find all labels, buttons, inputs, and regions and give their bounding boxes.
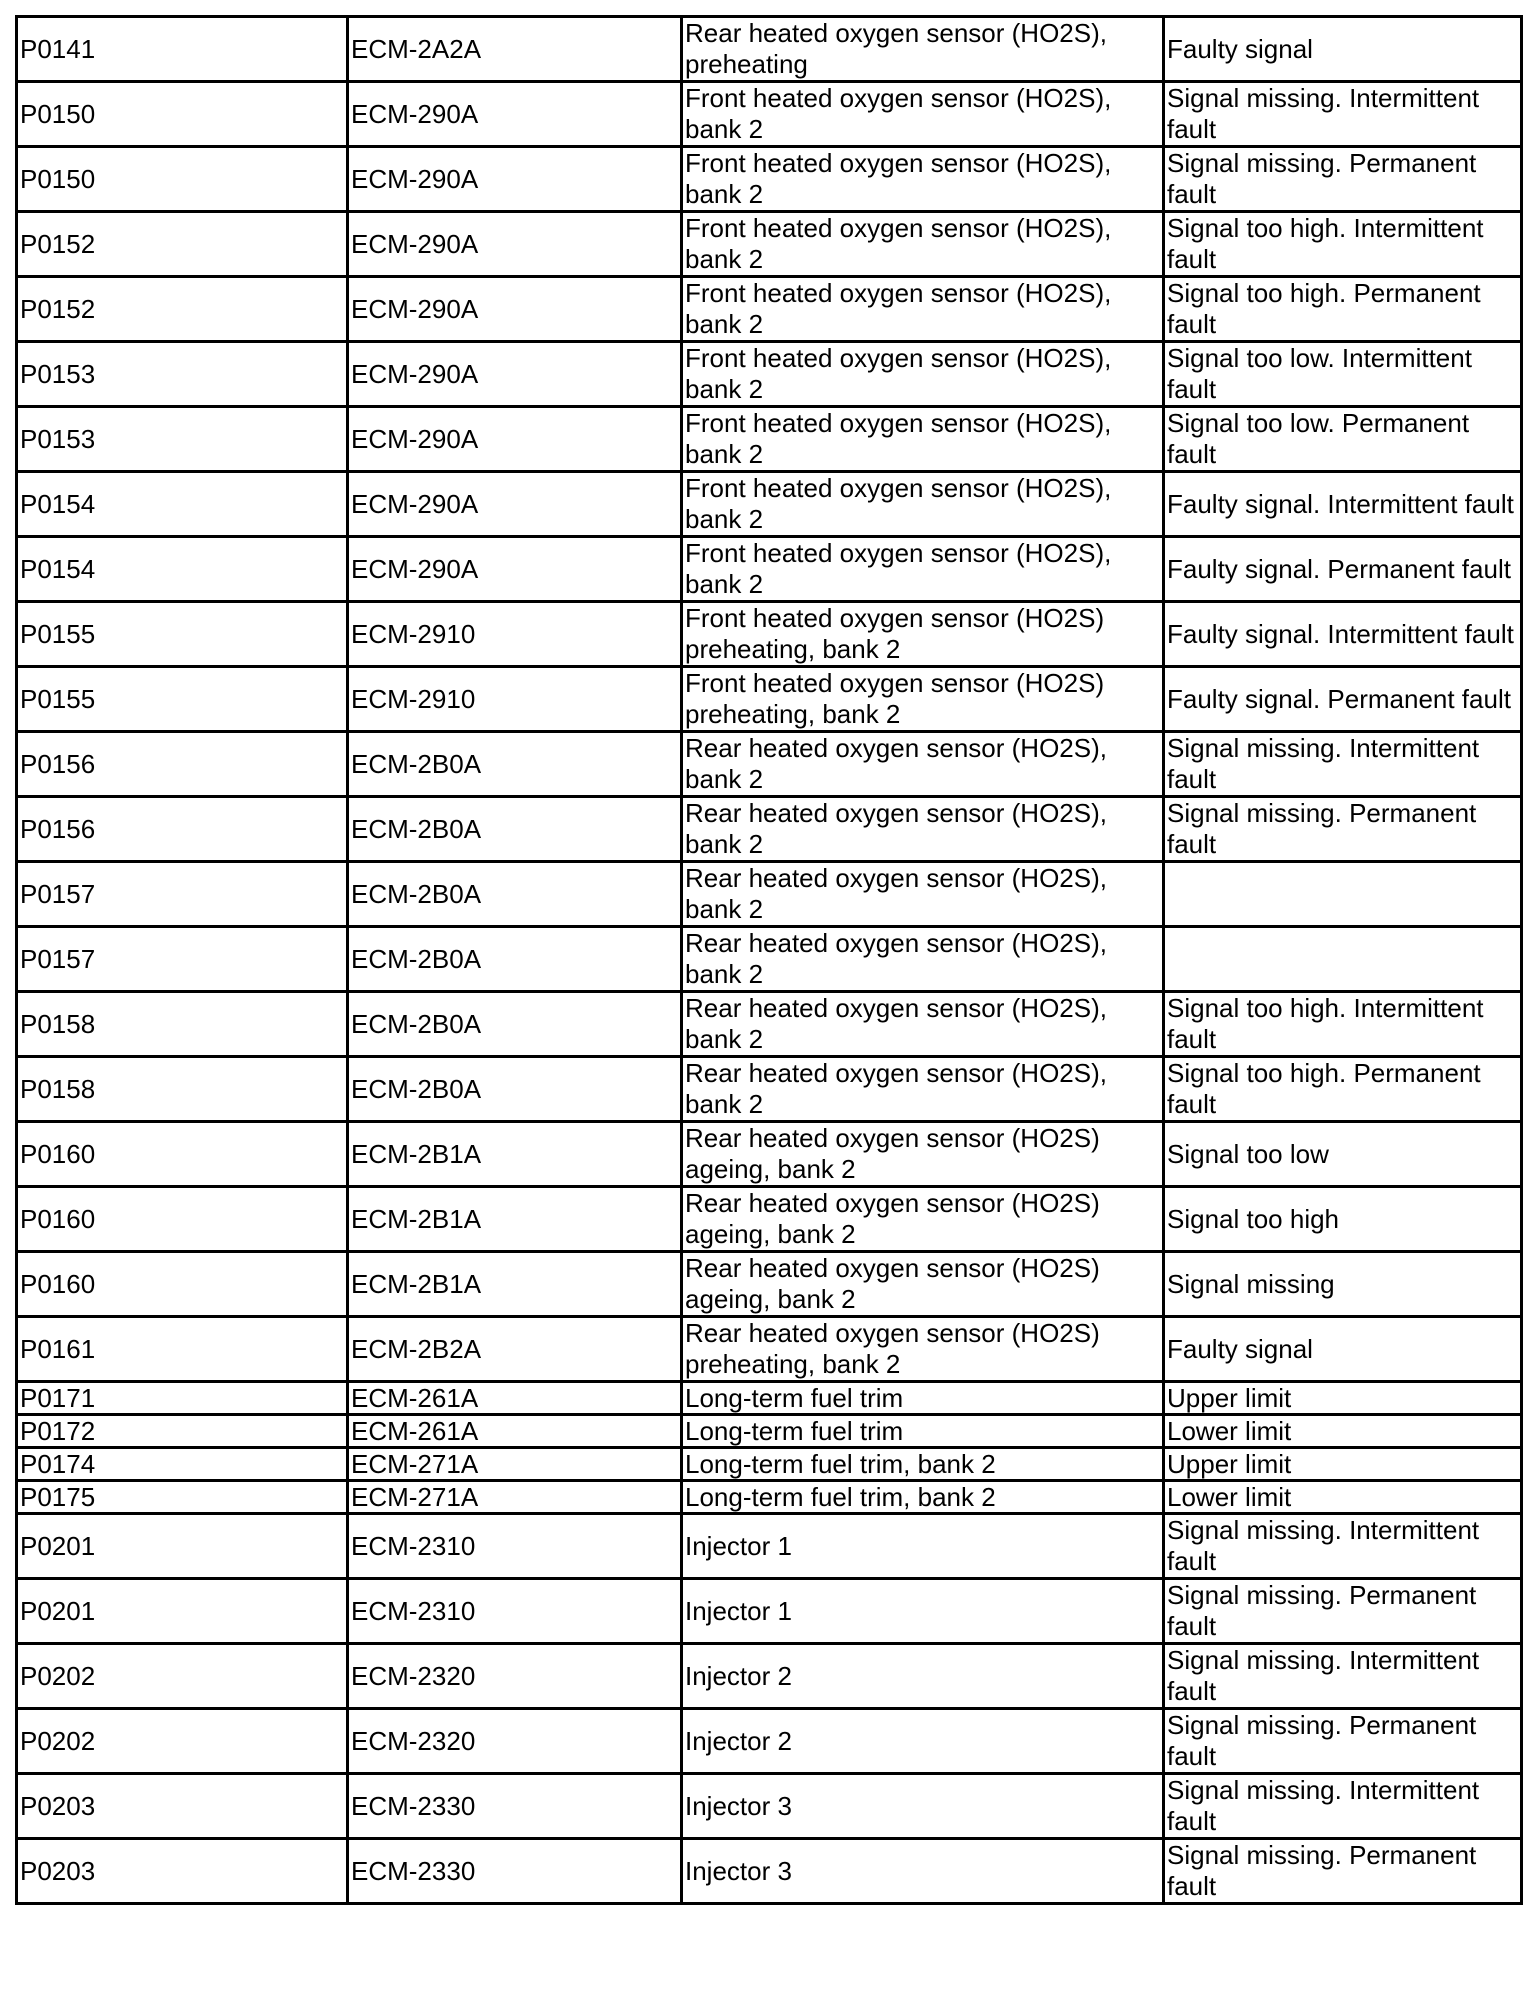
table-row bbox=[17, 927, 1522, 992]
ecm-code-cell: ECM-2B0A bbox=[348, 862, 682, 927]
component-cell: Rear heated oxygen sensor (HO2S) ageing, bank 2 bbox=[682, 1187, 1164, 1252]
ecm-code-cell: ECM-2330 bbox=[348, 1774, 682, 1839]
fault-description-cell: Faulty signal bbox=[1164, 17, 1522, 82]
fault-description-cell: Signal missing. Intermittent fault bbox=[1164, 82, 1522, 147]
dtc-table bbox=[15, 15, 1523, 1905]
fault-description-cell: Signal missing. Permanent fault bbox=[1164, 797, 1522, 862]
component-cell: Front heated oxygen sensor (HO2S) preheating, bank 2 bbox=[682, 667, 1164, 732]
fault-description-cell: Faulty signal. Intermittent fault bbox=[1164, 472, 1522, 537]
fault-description-cell: Upper limit bbox=[1164, 1382, 1522, 1415]
component-cell: Injector 3 bbox=[682, 1774, 1164, 1839]
component-cell: Front heated oxygen sensor (HO2S) preheating, bank 2 bbox=[682, 602, 1164, 667]
dtc-table-body bbox=[17, 17, 1522, 1904]
component-cell: Rear heated oxygen sensor (HO2S) preheating, bank 2 bbox=[682, 1317, 1164, 1382]
component-cell: Rear heated oxygen sensor (HO2S), bank 2 bbox=[682, 732, 1164, 797]
table-row bbox=[17, 1709, 1522, 1774]
ecm-code-cell: ECM-2B0A bbox=[348, 927, 682, 992]
component-cell: Front heated oxygen sensor (HO2S), bank 2 bbox=[682, 407, 1164, 472]
component-cell: Rear heated oxygen sensor (HO2S), bank 2 bbox=[682, 927, 1164, 992]
component-cell: Front heated oxygen sensor (HO2S), bank 2 bbox=[682, 147, 1164, 212]
ecm-code-cell: ECM-2B1A bbox=[348, 1252, 682, 1317]
fault-description-cell: Signal too low. Intermittent fault bbox=[1164, 342, 1522, 407]
table-row bbox=[17, 797, 1522, 862]
dtc-code-cell: P0141 bbox=[17, 17, 348, 82]
fault-description-cell bbox=[1164, 862, 1522, 927]
table-row bbox=[17, 1514, 1522, 1579]
component-cell: Rear heated oxygen sensor (HO2S), bank 2 bbox=[682, 862, 1164, 927]
component-cell: Long-term fuel trim bbox=[682, 1415, 1164, 1448]
dtc-code-cell: P0174 bbox=[17, 1448, 348, 1481]
table-row bbox=[17, 82, 1522, 147]
fault-description-cell: Lower limit bbox=[1164, 1481, 1522, 1514]
table-row bbox=[17, 212, 1522, 277]
component-cell: Injector 2 bbox=[682, 1644, 1164, 1709]
fault-description-cell: Signal missing. Permanent fault bbox=[1164, 1839, 1522, 1904]
ecm-code-cell: ECM-290A bbox=[348, 342, 682, 407]
table-row bbox=[17, 1382, 1522, 1415]
fault-description-cell: Signal missing. Intermittent fault bbox=[1164, 732, 1522, 797]
component-cell: Front heated oxygen sensor (HO2S), bank 2 bbox=[682, 212, 1164, 277]
ecm-code-cell: ECM-2310 bbox=[348, 1514, 682, 1579]
dtc-code-cell: P0203 bbox=[17, 1774, 348, 1839]
component-cell: Front heated oxygen sensor (HO2S), bank 2 bbox=[682, 472, 1164, 537]
dtc-code-cell: P0154 bbox=[17, 537, 348, 602]
fault-description-cell: Signal too low. Permanent fault bbox=[1164, 407, 1522, 472]
table-row bbox=[17, 992, 1522, 1057]
fault-description-cell: Faulty signal bbox=[1164, 1317, 1522, 1382]
dtc-code-cell: P0153 bbox=[17, 407, 348, 472]
component-cell: Injector 1 bbox=[682, 1514, 1164, 1579]
dtc-code-cell: P0172 bbox=[17, 1415, 348, 1448]
ecm-code-cell: ECM-2B1A bbox=[348, 1122, 682, 1187]
dtc-code-cell: P0202 bbox=[17, 1709, 348, 1774]
table-row bbox=[17, 1774, 1522, 1839]
ecm-code-cell: ECM-2B0A bbox=[348, 732, 682, 797]
ecm-code-cell: ECM-290A bbox=[348, 472, 682, 537]
dtc-code-cell: P0154 bbox=[17, 472, 348, 537]
dtc-code-cell: P0157 bbox=[17, 862, 348, 927]
component-cell: Front heated oxygen sensor (HO2S), bank 2 bbox=[682, 537, 1164, 602]
dtc-code-cell: P0150 bbox=[17, 147, 348, 212]
dtc-code-cell: P0175 bbox=[17, 1481, 348, 1514]
table-row bbox=[17, 667, 1522, 732]
fault-description-cell: Signal missing. Permanent fault bbox=[1164, 1579, 1522, 1644]
fault-description-cell: Signal missing. Permanent fault bbox=[1164, 147, 1522, 212]
table-row bbox=[17, 1187, 1522, 1252]
dtc-code-cell: P0155 bbox=[17, 602, 348, 667]
ecm-code-cell: ECM-2910 bbox=[348, 602, 682, 667]
fault-description-cell: Signal too high. Permanent fault bbox=[1164, 1057, 1522, 1122]
component-cell: Rear heated oxygen sensor (HO2S), preheating bbox=[682, 17, 1164, 82]
ecm-code-cell: ECM-261A bbox=[348, 1415, 682, 1448]
component-cell: Long-term fuel trim bbox=[682, 1382, 1164, 1415]
fault-description-cell: Signal missing. Intermittent fault bbox=[1164, 1644, 1522, 1709]
dtc-code-cell: P0153 bbox=[17, 342, 348, 407]
dtc-code-cell: P0201 bbox=[17, 1514, 348, 1579]
ecm-code-cell: ECM-2910 bbox=[348, 667, 682, 732]
table-row bbox=[17, 342, 1522, 407]
fault-description-cell: Signal too high. Permanent fault bbox=[1164, 277, 1522, 342]
fault-description-cell: Upper limit bbox=[1164, 1448, 1522, 1481]
ecm-code-cell: ECM-271A bbox=[348, 1481, 682, 1514]
dtc-code-cell: P0160 bbox=[17, 1122, 348, 1187]
ecm-code-cell: ECM-290A bbox=[348, 277, 682, 342]
fault-description-cell: Signal too high bbox=[1164, 1187, 1522, 1252]
fault-description-cell: Signal missing bbox=[1164, 1252, 1522, 1317]
ecm-code-cell: ECM-2330 bbox=[348, 1839, 682, 1904]
dtc-code-cell: P0203 bbox=[17, 1839, 348, 1904]
ecm-code-cell: ECM-2B2A bbox=[348, 1317, 682, 1382]
fault-description-cell: Signal missing. Permanent fault bbox=[1164, 1709, 1522, 1774]
table-row bbox=[17, 1644, 1522, 1709]
table-row bbox=[17, 732, 1522, 797]
ecm-code-cell: ECM-2320 bbox=[348, 1644, 682, 1709]
table-row bbox=[17, 602, 1522, 667]
ecm-code-cell: ECM-2B0A bbox=[348, 1057, 682, 1122]
table-row bbox=[17, 1317, 1522, 1382]
table-row bbox=[17, 1579, 1522, 1644]
component-cell: Rear heated oxygen sensor (HO2S), bank 2 bbox=[682, 797, 1164, 862]
table-row bbox=[17, 1057, 1522, 1122]
fault-description-cell: Faulty signal. Intermittent fault bbox=[1164, 602, 1522, 667]
dtc-code-cell: P0161 bbox=[17, 1317, 348, 1382]
dtc-code-cell: P0157 bbox=[17, 927, 348, 992]
fault-description-cell: Lower limit bbox=[1164, 1415, 1522, 1448]
table-row bbox=[17, 1415, 1522, 1448]
component-cell: Injector 2 bbox=[682, 1709, 1164, 1774]
ecm-code-cell: ECM-290A bbox=[348, 212, 682, 277]
table-row bbox=[17, 277, 1522, 342]
dtc-code-cell: P0160 bbox=[17, 1252, 348, 1317]
dtc-code-cell: P0171 bbox=[17, 1382, 348, 1415]
table-row bbox=[17, 1448, 1522, 1481]
table-row bbox=[17, 407, 1522, 472]
component-cell: Rear heated oxygen sensor (HO2S), bank 2 bbox=[682, 1057, 1164, 1122]
component-cell: Injector 1 bbox=[682, 1579, 1164, 1644]
ecm-code-cell: ECM-2310 bbox=[348, 1579, 682, 1644]
fault-description-cell bbox=[1164, 927, 1522, 992]
dtc-code-cell: P0202 bbox=[17, 1644, 348, 1709]
table-row bbox=[17, 147, 1522, 212]
ecm-code-cell: ECM-271A bbox=[348, 1448, 682, 1481]
ecm-code-cell: ECM-261A bbox=[348, 1382, 682, 1415]
component-cell: Rear heated oxygen sensor (HO2S), bank 2 bbox=[682, 992, 1164, 1057]
table-row bbox=[17, 1252, 1522, 1317]
dtc-code-cell: P0201 bbox=[17, 1579, 348, 1644]
dtc-code-cell: P0158 bbox=[17, 1057, 348, 1122]
component-cell: Long-term fuel trim, bank 2 bbox=[682, 1481, 1164, 1514]
ecm-code-cell: ECM-290A bbox=[348, 537, 682, 602]
dtc-code-cell: P0160 bbox=[17, 1187, 348, 1252]
fault-description-cell: Signal missing. Intermittent fault bbox=[1164, 1774, 1522, 1839]
table-row bbox=[17, 1122, 1522, 1187]
ecm-code-cell: ECM-2A2A bbox=[348, 17, 682, 82]
component-cell: Rear heated oxygen sensor (HO2S) ageing, bank 2 bbox=[682, 1252, 1164, 1317]
fault-description-cell: Faulty signal. Permanent fault bbox=[1164, 667, 1522, 732]
fault-description-cell: Signal too high. Intermittent fault bbox=[1164, 992, 1522, 1057]
dtc-code-cell: P0155 bbox=[17, 667, 348, 732]
component-cell: Long-term fuel trim, bank 2 bbox=[682, 1448, 1164, 1481]
component-cell: Rear heated oxygen sensor (HO2S) ageing, bank 2 bbox=[682, 1122, 1164, 1187]
fault-description-cell: Signal too low bbox=[1164, 1122, 1522, 1187]
dtc-code-cell: P0150 bbox=[17, 82, 348, 147]
component-cell: Front heated oxygen sensor (HO2S), bank 2 bbox=[682, 342, 1164, 407]
table-row bbox=[17, 17, 1522, 82]
fault-description-cell: Signal missing. Intermittent fault bbox=[1164, 1514, 1522, 1579]
table-row bbox=[17, 537, 1522, 602]
dtc-code-cell: P0152 bbox=[17, 212, 348, 277]
ecm-code-cell: ECM-290A bbox=[348, 407, 682, 472]
component-cell: Front heated oxygen sensor (HO2S), bank 2 bbox=[682, 277, 1164, 342]
table-row bbox=[17, 862, 1522, 927]
ecm-code-cell: ECM-290A bbox=[348, 147, 682, 212]
dtc-code-cell: P0152 bbox=[17, 277, 348, 342]
component-cell: Front heated oxygen sensor (HO2S), bank 2 bbox=[682, 82, 1164, 147]
ecm-code-cell: ECM-2B0A bbox=[348, 992, 682, 1057]
fault-description-cell: Faulty signal. Permanent fault bbox=[1164, 537, 1522, 602]
ecm-code-cell: ECM-290A bbox=[348, 82, 682, 147]
ecm-code-cell: ECM-2B1A bbox=[348, 1187, 682, 1252]
fault-description-cell: Signal too high. Intermittent fault bbox=[1164, 212, 1522, 277]
dtc-code-cell: P0158 bbox=[17, 992, 348, 1057]
ecm-code-cell: ECM-2320 bbox=[348, 1709, 682, 1774]
table-row bbox=[17, 1481, 1522, 1514]
table-row bbox=[17, 472, 1522, 537]
component-cell: Injector 3 bbox=[682, 1839, 1164, 1904]
table-row bbox=[17, 1839, 1522, 1904]
ecm-code-cell: ECM-2B0A bbox=[348, 797, 682, 862]
dtc-code-cell: P0156 bbox=[17, 732, 348, 797]
dtc-code-cell: P0156 bbox=[17, 797, 348, 862]
